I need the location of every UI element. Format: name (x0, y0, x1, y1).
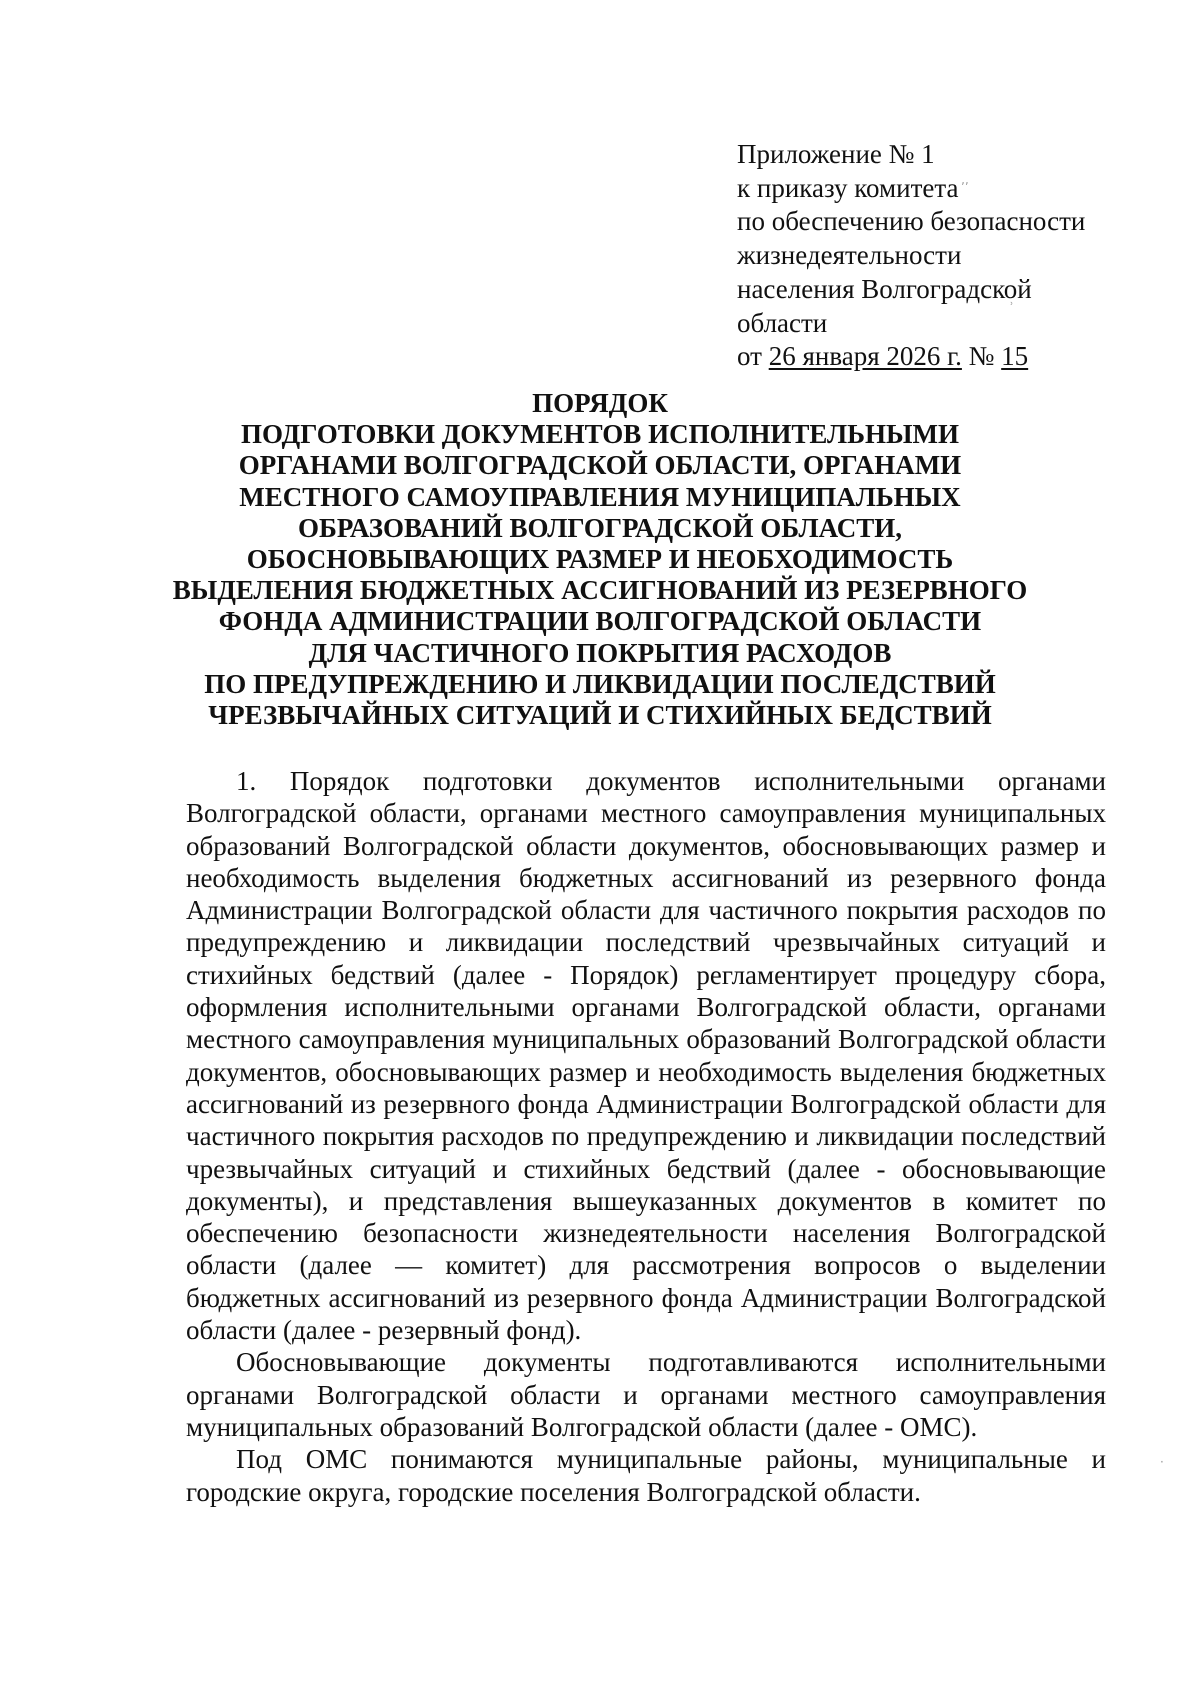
scan-speck: ʼʼ (961, 180, 969, 194)
date-prefix: от (737, 341, 769, 372)
order-date: 26 января 2026 г. (768, 341, 962, 372)
title-line: ПОДГОТОВКИ ДОКУМЕНТОВ ИСПОЛНИТЕЛЬНЫМИ (241, 419, 959, 450)
appendix-committee-line4: области (737, 307, 828, 338)
appendix-committee-line3: населения Волгоградской (737, 273, 1032, 304)
order-number: 15 (1001, 341, 1029, 372)
title-line: ДЛЯ ЧАСТИЧНОГО ПОКРЫТИЯ РАСХОДОВ (308, 637, 892, 668)
appendix-committee-line1: по обеспечению безопасности (737, 206, 1086, 237)
appendix-date-line (737, 340, 1157, 374)
title-line: ПО ПРЕДУПРЕЖДЕНИЮ И ЛИКВИДАЦИИ ПОСЛЕДСТВИЙ (204, 668, 996, 699)
paragraph-3: Под ОМС понимаются муниципальные районы, муниципальные и городские округа, городские поселения Волгоградской области. (186, 1444, 1106, 1507)
paragraph-2: Обосновывающие документы подготавливаются исполнительными органами Волгоградской области и органами местного самоуправления муниципальных образований Волгоградской области (далее - ОМС). (186, 1347, 1106, 1442)
scan-speck: ʾ (1010, 300, 1014, 314)
title-line: ОБОСНОВЫВАЮЩИХ РАЗМЕР И НЕОБХОДИМОСТЬ (246, 544, 954, 575)
document-title (110, 388, 1090, 731)
appendix-committee-line2: жизнедеятельности (737, 240, 962, 271)
scan-speck: · (1160, 1455, 1164, 1469)
title-line: ФОНДА АДМИНИСТРАЦИИ ВОЛГОГРАДСКОЙ ОБЛАСТИ (218, 606, 982, 637)
appendix-header (737, 138, 1157, 374)
appendix-number: Приложение № 1 (737, 139, 935, 169)
title-line: МЕСТНОГО САМОУПРАВЛЕНИЯ МУНИЦИПАЛЬНЫХ (239, 481, 961, 512)
document-body (186, 765, 1106, 1508)
title-line: ОРГАНАМИ ВОЛГОГРАДСКОЙ ОБЛАСТИ, ОРГАНАМИ (238, 450, 962, 481)
title-line: ОБРАЗОВАНИЙ ВОЛГОГРАДСКОЙ ОБЛАСТИ, (298, 512, 902, 543)
paragraph-1: 1. Порядок подготовки документов исполнительными органами Волгоградской области, органами местного самоуправления муниципальных образований Волгоградской области документов, обосновывающих размер и необходимость выделения бюджетных ассигнований из резервного фонда Администрации Волгоградской области для частичного покрытия расходов по предупреждению и ликвидации последствий чрезвычайных ситуаций и стихийных бедствий (далее - Порядок) регламентирует процедуру сбора, оформления исполнительными органами Волгоградской области, органами местного самоуправления муниципальных образований Волгоградской области документов, обосновывающих размер и необходимость выделения бюджетных ассигнований из резервного фонда Администрации Волгоградской области для частичного покрытия расходов по предупреждению и ликвидации последствий чрезвычайных ситуаций и стихийных бедствий (далее - обосновывающие документы), и представления вышеуказанных документов в комитет по обеспечению безопасности жизнедеятельности населения Волгоградской области (далее — комитет) для рассмотрения вопросов о выделении бюджетных ассигнований из резервного фонда Администрации Волгоградской области (далее - резервный фонд). (186, 766, 1106, 1346)
appendix-order-ref: к приказу комитета (737, 172, 959, 203)
title-line: ЧРЕЗВЫЧАЙНЫХ СИТУАЦИЙ И СТИХИЙНЫХ БЕДСТВИЙ (208, 700, 992, 731)
title-line: ВЫДЕЛЕНИЯ БЮДЖЕТНЫХ АССИГНОВАНИЙ ИЗ РЕЗЕРВНОГО (172, 575, 1028, 606)
title-line: ПОРЯДОК (532, 388, 668, 418)
number-sign: № (961, 341, 1002, 372)
